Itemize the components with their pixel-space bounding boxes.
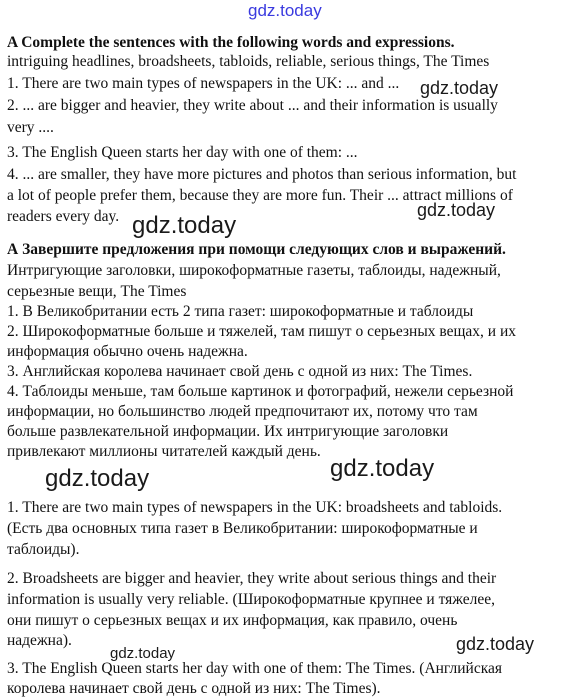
section-a-ru-sentence-1: 1. В Великобритании есть 2 типа газет: широкоформатные и таблоиды [7,303,474,320]
watermark-7: gdz.today [456,634,535,654]
watermark-top: gdz.today [248,1,322,20]
answer-3a: 3. The English Queen starts her day with one of them: The Times. (Английская [7,660,503,677]
section-a-ru-sentence-3: 3. Английская королева начинает свой день с одной из них: The Times. [7,363,473,380]
answer-2d: надежна). [7,632,72,649]
section-a-en-sentence-3: 3. The English Queen starts her day with one of them: ... [7,144,358,161]
watermark-6: gdz.today [110,645,176,662]
section-a-ru-sentence-4a: 4. Таблоиды меньше, там больше картинок и фотографий, нежели серьезной [7,383,514,400]
answer-1c: таблоиды). [7,541,80,558]
section-a-en-sentence-4b: a lot of people prefer them, because they are more fun. Their ... attract millions of [7,187,513,204]
section-a-ru-sentence-2b: информация обычно очень надежна. [7,343,248,360]
section-a-en-words: intriguing headlines, broadsheets, tabloids, reliable, serious things, The Times [7,53,490,70]
watermark-4: gdz.today [45,465,150,492]
section-a-ru-sentence-4b: информации, но большинство людей предпочитают их, потому что там [7,403,478,420]
section-a-ru-sentence-2a: 2. Широкоформатные больше и тяжелей, там пишут о серьезных вещах, и их [7,323,516,340]
section-a-ru-sentence-4d: привлекают миллионы читателей каждый день. [7,443,321,460]
watermark-1: gdz.today [420,78,499,98]
section-a-en-sentence-4c: readers every day. [7,208,120,225]
section-a-ru-heading: А Завершите предложения при помощи следующих слов и выражений. [7,241,506,258]
watermark-3: gdz.today [417,200,496,220]
section-a-en-sentence-2a: 2. ... are bigger and heavier, they write about ... and their information is usually [7,97,498,114]
answer-1b: (Есть два основных типа газет в Великобритании: широкоформатные и [7,520,478,537]
section-a-ru-sentence-4c: больше развлекательной информации. Их интригующие заголовки [7,423,449,440]
section-a-ru-words-a: Интригующие заголовки, широкоформатные газеты, таблоиды, надежный, [7,262,501,279]
watermark-5: gdz.today [330,455,435,482]
answer-2a: 2. Broadsheets are bigger and heavier, they write about serious things and their [7,570,497,587]
answer-2b: information is usually very reliable. (Широкоформатные крупнее и тяжелее, [7,591,496,608]
watermark-2: gdz.today [132,212,237,239]
answer-2c: они пишут о серьезных вещах и их информация, как правило, очень [7,612,458,629]
section-a-en-sentence-2b: very .... [7,119,54,136]
section-a-en-sentence-1: 1. There are two main types of newspapers in the UK: ... and ... [7,75,400,92]
answer-1a: 1. There are two main types of newspapers in the UK: broadsheets and tabloids. [7,499,503,516]
answer-3b: королева начинает свой день с одной из них: The Times). [7,680,381,697]
section-a-en-sentence-4a: 4. ... are smaller, they have more pictures and photos than serious information, but [7,166,517,183]
section-a-ru-words-b: серьезные вещи, The Times [7,283,187,300]
section-a-en-heading: A Complete the sentences with the following words and expressions. [7,34,455,51]
